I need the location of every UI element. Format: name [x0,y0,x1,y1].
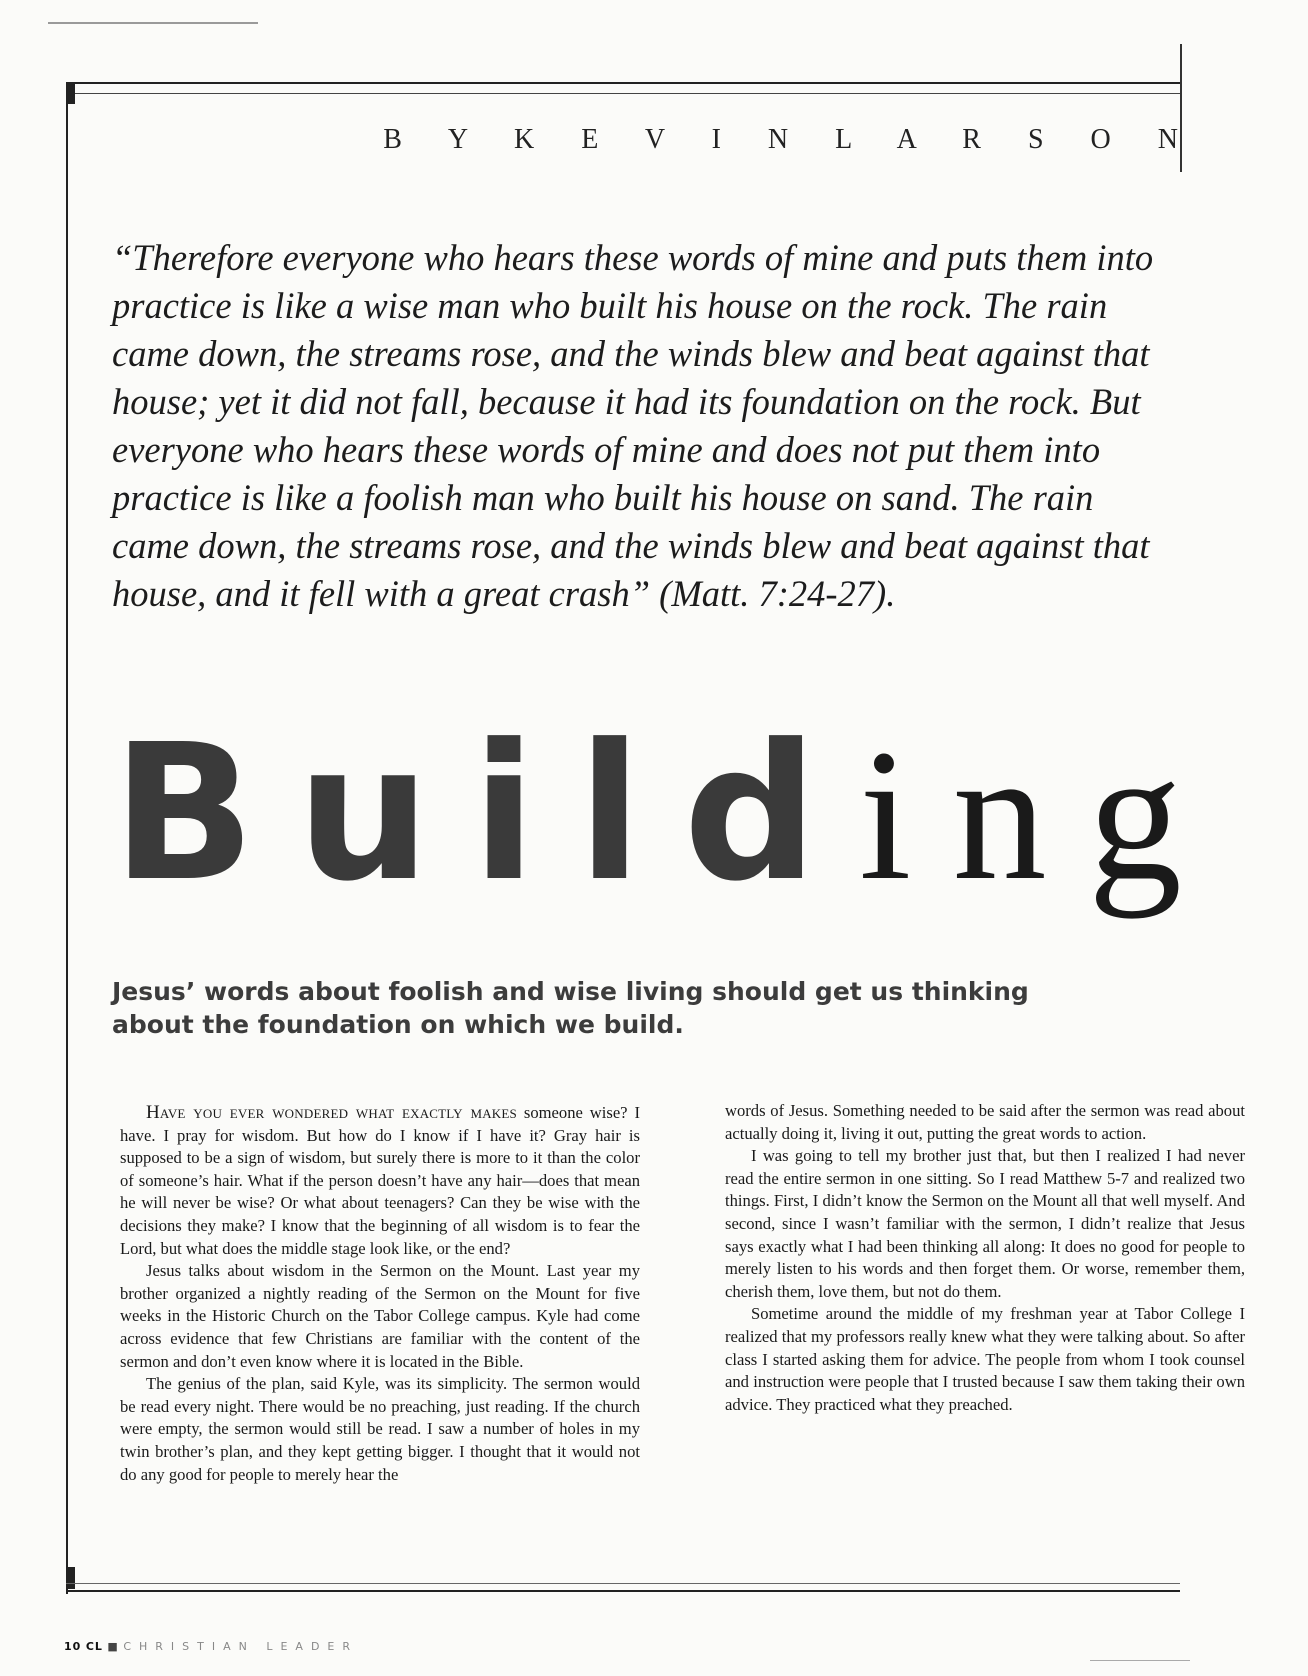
body-column-left [120,1102,640,1486]
title-letter: i [859,710,912,919]
folio-square-icon: ■ [107,1640,119,1653]
article-deck: Jesus’ words about foolish and wise living should get us thinking about the foundation on which we build. [112,977,1029,1039]
body-paragraph [120,1102,640,1260]
paragraph-text: someone wise? I have. I pray for wisdom. But how do I know if I have it? Gray hair is supposed to be a sign of wisdom, but surely there is more to it than the color of someone’s hair. What if the person doesn’t have any hair—does that mean he will never be wise? Or what about teenagers? Can they be wise with the decisions they make? I know that the beginning of all wisdom is to fear the Lord, but what does the middle stage look like, or the end? [120,1103,640,1258]
lead-in: Have you ever wondered what exactly makes [146,1102,517,1123]
title-letter: d [683,704,818,923]
byline: B Y K E V I N L A R S O N [383,124,1198,155]
frame-corner-block-top [66,82,75,104]
scan-edge-rule [48,22,258,24]
title-letter: i [471,704,537,923]
publication-abbr: CL [85,1640,103,1653]
title-letter: g [1087,710,1182,919]
article-title [112,704,1182,923]
body-column-right [725,1100,1245,1416]
body-paragraph: The genius of the plan, said Kyle, was its simplicity. The sermon would be read every night. There would be no preaching, just reading. If the church were empty, the sermon would still be read. I saw a number of holes in my twin brother’s plan, and they kept getting bigger. I thought that it would not do any good for people to merely hear the [120,1374,640,1484]
title-letter: l [577,704,642,923]
frame-top-rule [66,82,1180,84]
scripture-quote: “Therefore everyone who hears these words of mine and puts them into practice is like a wise man who built his house on the rock. The rain came down, the streams rose, and the winds blew and beat against that house; yet it did not fall, because it had its foundation on the rock. But everyone who hears these words of mine and does not put them into practice is like a foolish man who built his house on sand. The rain came down, the streams rose, and the winds blew and beat against that house, and it fell with a great crash” (Matt. 7:24-27). [112,237,1154,614]
body-paragraph: I was going to tell my brother just that, but then I realized I had never read the entire sermon in one sitting. So I read Matthew 5-7 and realized two things. First, I didn’t know the Sermon on the Mount all that well myself. And second, since I wasn’t familiar with the sermon, I didn’t realize that Jesus says exactly what I had been thinking all along: It does no good for people to merely listen to his words and then forget them. Or worse, remember them, cherish them, love them, but not do them. [725,1146,1245,1301]
body-paragraph: words of Jesus. Something needed to be said after the sermon was read about actually doing it, living it out, putting the great words to action. [725,1101,1245,1143]
title-letter: B [112,704,256,923]
page-number: 10 [64,1640,82,1653]
title-letter: n [952,710,1047,919]
frame-left-rule [66,82,68,1594]
body-paragraph: Jesus talks about wisdom in the Sermon on the Mount. Last year my brother organized a nightly reading of the Sermon on the Mount for five weeks in the Historic Church on the Tabor College campus. Kyle had come across evidence that few Christians are familiar with the content of the sermon and don’t even know where it is located in the Bible. [120,1261,640,1371]
frame-top-rule-inner [66,93,1180,94]
frame-bottom-rule-inner [66,1583,1180,1584]
frame-bottom-rule [66,1590,1180,1592]
scan-edge-rule-bottom [1090,1660,1190,1661]
page-folio [64,1640,358,1653]
title-letter: u [296,704,431,923]
publication-name: CHRISTIAN LEADER [123,1640,359,1653]
frame-corner-block-bottom [66,1567,75,1589]
body-paragraph: Sometime around the middle of my freshman year at Tabor College I realized that my professors really knew what they were talking about. So after class I started asking them for advice. The people from whom I took counsel and instruction were people that I trusted because I saw them taking their own advice. They practiced what they preached. [725,1304,1245,1414]
